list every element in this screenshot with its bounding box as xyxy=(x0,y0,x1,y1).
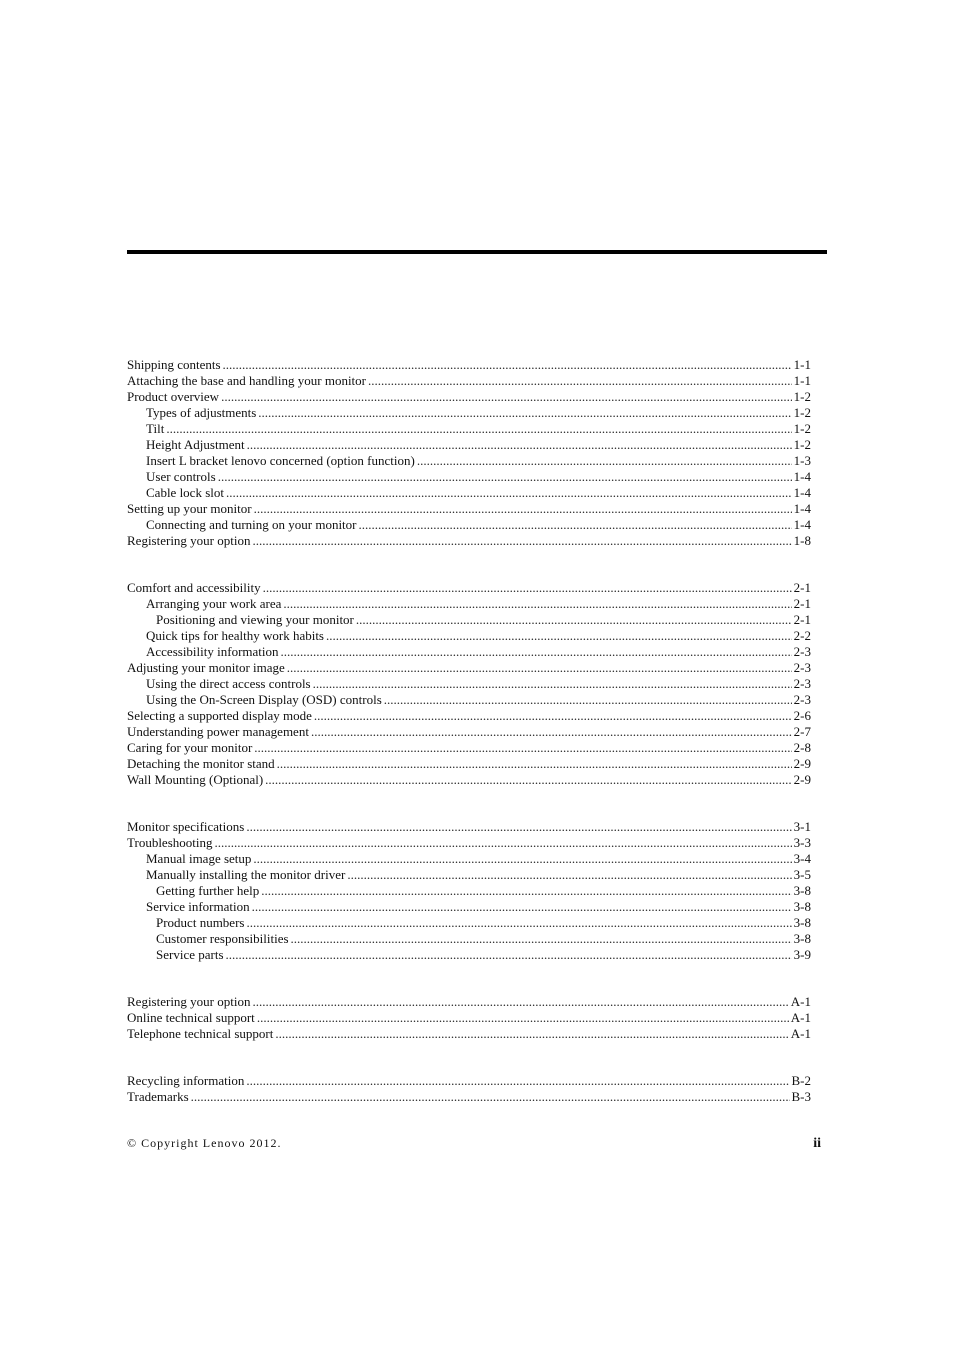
dot-leader xyxy=(283,596,791,612)
toc-entry[interactable] xyxy=(127,883,811,899)
toc-entry-title: Insert L bracket lenovo concerned (option function) xyxy=(146,453,415,468)
toc-entry[interactable] xyxy=(127,851,811,867)
toc-entry[interactable] xyxy=(127,660,811,676)
table-of-contents xyxy=(127,357,811,1105)
toc-entry[interactable] xyxy=(127,772,811,788)
section-gap xyxy=(127,1042,811,1073)
dot-leader xyxy=(246,915,791,931)
toc-entry-page: 2-9 xyxy=(793,756,811,771)
toc-entry-page: A-1 xyxy=(790,994,811,1009)
dot-leader xyxy=(226,485,792,501)
dot-leader xyxy=(226,947,792,963)
dot-leader xyxy=(368,373,792,389)
toc-entry-title: Registering your option xyxy=(127,533,251,548)
toc-entry-title: Shipping contents xyxy=(127,357,221,372)
toc-entry[interactable] xyxy=(127,915,811,931)
toc-entry[interactable] xyxy=(127,899,811,915)
dot-leader xyxy=(275,1026,788,1042)
toc-entry-page: 1-1 xyxy=(793,357,811,372)
toc-entry[interactable] xyxy=(127,469,811,485)
toc-entry-page: 1-4 xyxy=(793,469,811,484)
toc-entry-page: 2-9 xyxy=(793,772,811,787)
section-gap xyxy=(127,963,811,994)
toc-entry[interactable] xyxy=(127,708,811,724)
toc-entry[interactable] xyxy=(127,676,811,692)
toc-entry-page: 2-8 xyxy=(793,740,811,755)
toc-entry-title: Service information xyxy=(146,899,250,914)
toc-entry-page: 1-4 xyxy=(793,485,811,500)
toc-entry-title: Adjusting your monitor image xyxy=(127,660,285,675)
copyright-text: © Copyright Lenovo 2012. xyxy=(127,1136,282,1150)
dot-leader xyxy=(313,676,792,692)
toc-entry[interactable] xyxy=(127,533,811,549)
header-rule xyxy=(127,250,827,254)
toc-entry-title: Manually installing the monitor driver xyxy=(146,867,346,882)
toc-entry[interactable] xyxy=(127,1073,811,1089)
toc-entry-page: 1-2 xyxy=(793,437,811,452)
toc-entry[interactable] xyxy=(127,740,811,756)
toc-entry-page: 1-8 xyxy=(793,533,811,548)
toc-entry-title: Quick tips for healthy work habits xyxy=(146,628,324,643)
toc-entry-title: Manual image setup xyxy=(146,851,252,866)
toc-entry[interactable] xyxy=(127,405,811,421)
toc-entry-page: A-1 xyxy=(790,1026,811,1041)
toc-entry-page: 2-3 xyxy=(793,660,811,675)
toc-entry-title: Registering your option xyxy=(127,994,251,1009)
section-gap xyxy=(127,549,811,580)
toc-entry[interactable] xyxy=(127,994,811,1010)
toc-entry-title: Monitor specifications xyxy=(127,819,245,834)
toc-entry-title: Understanding power management xyxy=(127,724,309,739)
toc-entry-page: 1-4 xyxy=(793,501,811,516)
toc-entry[interactable] xyxy=(127,596,811,612)
toc-entry-page: 2-3 xyxy=(793,676,811,691)
toc-entry-page: 1-2 xyxy=(793,421,811,436)
toc-entry-title: Caring for your monitor xyxy=(127,740,253,755)
toc-entry-title: Cable lock slot xyxy=(146,485,224,500)
toc-entry[interactable] xyxy=(127,867,811,883)
dot-leader xyxy=(277,756,792,772)
toc-entry-page: B-3 xyxy=(791,1089,811,1104)
toc-section xyxy=(127,819,811,963)
dot-leader xyxy=(384,692,792,708)
toc-entry-title: Product overview xyxy=(127,389,220,404)
dot-leader xyxy=(311,724,792,740)
toc-entry-title: Connecting and turning on your monitor xyxy=(146,517,357,532)
toc-section xyxy=(127,580,811,788)
toc-entry-page: 2-1 xyxy=(793,612,811,627)
toc-entry-title: Types of adjustments xyxy=(146,405,257,420)
dot-leader xyxy=(287,660,792,676)
toc-section xyxy=(127,1073,811,1105)
dot-leader xyxy=(265,772,791,788)
section-gap xyxy=(127,788,811,819)
toc-entry[interactable] xyxy=(127,756,811,772)
toc-entry-page: 2-3 xyxy=(793,644,811,659)
dot-leader xyxy=(246,1073,789,1089)
dot-leader xyxy=(214,835,791,851)
toc-entry-page: 2-2 xyxy=(793,628,811,643)
toc-entry-title: Tilt xyxy=(146,421,165,436)
toc-entry-title: Detaching the monitor stand xyxy=(127,756,275,771)
toc-entry[interactable] xyxy=(127,437,811,453)
dot-leader xyxy=(263,580,792,596)
toc-entry-page: A-1 xyxy=(790,1010,811,1025)
toc-entry[interactable] xyxy=(127,389,811,405)
toc-entry-title: Attaching the base and handling your monitor xyxy=(127,373,367,388)
toc-entry[interactable] xyxy=(127,692,811,708)
toc-entry-page: 2-1 xyxy=(793,596,811,611)
toc-entry[interactable] xyxy=(127,612,811,628)
toc-entry-title: Using the On-Screen Display (OSD) controls xyxy=(146,692,382,707)
page-number: ii xyxy=(813,1136,821,1151)
dot-leader xyxy=(221,389,792,405)
dot-leader xyxy=(191,1089,790,1105)
toc-entry-title: Troubleshooting xyxy=(127,835,213,850)
dot-leader xyxy=(359,517,792,533)
toc-entry[interactable] xyxy=(127,947,811,963)
toc-entry-title: Telephone technical support xyxy=(127,1026,274,1041)
dot-leader xyxy=(246,819,791,835)
toc-entry[interactable] xyxy=(127,485,811,501)
toc-entry-page: 3-8 xyxy=(793,883,811,898)
dot-leader xyxy=(417,453,792,469)
toc-entry-title: Comfort and accessibility xyxy=(127,580,261,595)
toc-entry[interactable] xyxy=(127,580,811,596)
dot-leader xyxy=(254,740,791,756)
dot-leader xyxy=(253,851,791,867)
toc-entry-page: 3-5 xyxy=(793,867,811,882)
toc-entry-title: Setting up your monitor xyxy=(127,501,252,516)
toc-entry[interactable] xyxy=(127,1010,811,1026)
toc-entry-page: B-2 xyxy=(791,1073,811,1088)
toc-section xyxy=(127,357,811,549)
toc-entry[interactable] xyxy=(127,357,811,373)
toc-entry-title: Using the direct access controls xyxy=(146,676,311,691)
toc-entry-page: 2-1 xyxy=(793,580,811,595)
toc-entry[interactable] xyxy=(127,453,811,469)
toc-entry-title: Accessibility information xyxy=(146,644,279,659)
toc-entry-title: Service parts xyxy=(156,947,224,962)
toc-entry-title: Positioning and viewing your monitor xyxy=(156,612,354,627)
dot-leader xyxy=(291,931,792,947)
toc-entry-title: Recycling information xyxy=(127,1073,245,1088)
toc-entry[interactable] xyxy=(127,1089,811,1105)
dot-leader xyxy=(326,628,792,644)
dot-leader xyxy=(253,994,789,1010)
toc-entry-page: 1-1 xyxy=(793,373,811,388)
toc-entry-page: 3-8 xyxy=(793,915,811,930)
toc-entry-page: 3-8 xyxy=(793,899,811,914)
toc-section xyxy=(127,994,811,1042)
toc-entry-title: Trademarks xyxy=(127,1089,189,1104)
toc-entry[interactable] xyxy=(127,628,811,644)
toc-entry-title: Arranging your work area xyxy=(146,596,282,611)
toc-entry-title: Height Adjustment xyxy=(146,437,245,452)
toc-entry[interactable] xyxy=(127,501,811,517)
toc-entry-page: 1-3 xyxy=(793,453,811,468)
toc-entry-page: 2-7 xyxy=(793,724,811,739)
dot-leader xyxy=(314,708,792,724)
dot-leader xyxy=(253,533,792,549)
dot-leader xyxy=(166,421,791,437)
toc-entry-page: 1-4 xyxy=(793,517,811,532)
toc-entry[interactable] xyxy=(127,724,811,740)
toc-entry-page: 3-4 xyxy=(793,851,811,866)
toc-entry[interactable] xyxy=(127,931,811,947)
dot-leader xyxy=(261,883,791,899)
toc-entry-title: Online technical support xyxy=(127,1010,255,1025)
dot-leader xyxy=(252,899,792,915)
toc-entry[interactable] xyxy=(127,373,811,389)
toc-entry-page: 2-6 xyxy=(793,708,811,723)
toc-entry[interactable] xyxy=(127,644,811,660)
toc-entry-title: Wall Mounting (Optional) xyxy=(127,772,264,787)
toc-entry-title: Selecting a supported display mode xyxy=(127,708,312,723)
toc-entry-page: 1-2 xyxy=(793,389,811,404)
toc-entry-title: Getting further help xyxy=(156,883,260,898)
dot-leader xyxy=(257,1010,789,1026)
toc-entry[interactable] xyxy=(127,517,811,533)
toc-entry-page: 3-1 xyxy=(793,819,811,834)
toc-entry-title: Customer responsibilities xyxy=(156,931,289,946)
dot-leader xyxy=(258,405,791,421)
dot-leader xyxy=(223,357,792,373)
toc-entry[interactable] xyxy=(127,819,811,835)
dot-leader xyxy=(281,644,792,660)
page-footer xyxy=(127,1136,821,1151)
toc-entry-page: 2-3 xyxy=(793,692,811,707)
toc-entry-page: 3-8 xyxy=(793,931,811,946)
toc-entry-title: User controls xyxy=(146,469,216,484)
toc-entry-title: Product numbers xyxy=(156,915,245,930)
toc-entry-page: 1-2 xyxy=(793,405,811,420)
dot-leader xyxy=(218,469,792,485)
dot-leader xyxy=(254,501,792,517)
dot-leader xyxy=(356,612,792,628)
dot-leader xyxy=(247,437,792,453)
toc-entry-page: 3-9 xyxy=(793,947,811,962)
dot-leader xyxy=(347,867,791,883)
toc-entry[interactable] xyxy=(127,421,811,437)
toc-entry[interactable] xyxy=(127,835,811,851)
toc-entry-page: 3-3 xyxy=(793,835,811,850)
toc-entry[interactable] xyxy=(127,1026,811,1042)
